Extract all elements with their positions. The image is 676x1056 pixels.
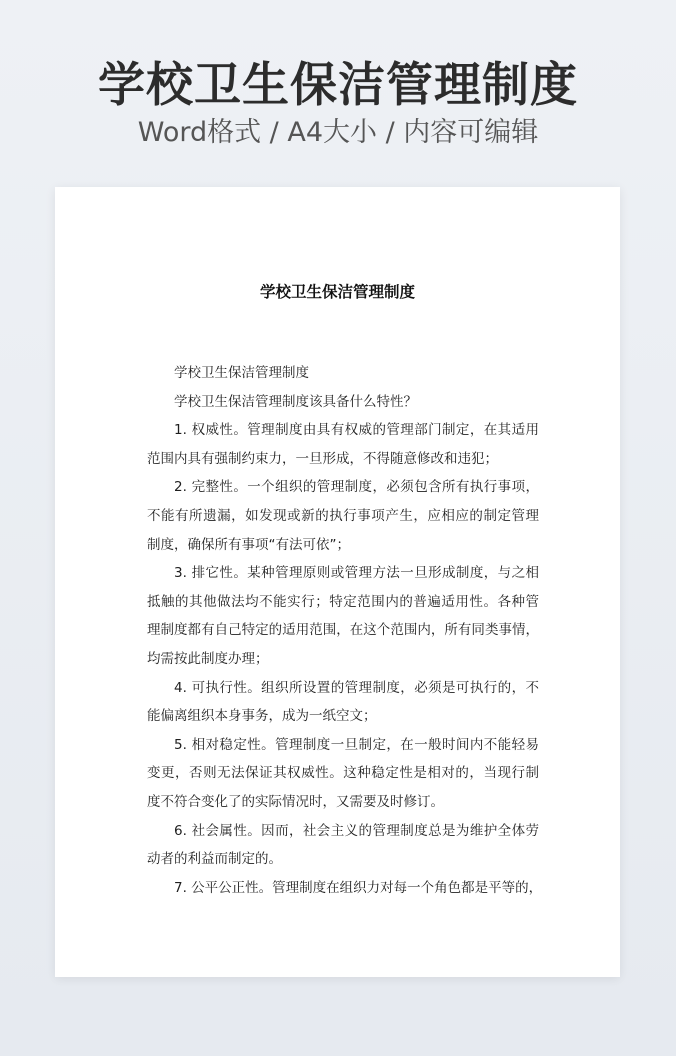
document-line: 4. 可执行性。组织所设置的管理制度，必须是可执行的，不 <box>174 679 539 696</box>
document-line: 度不符合变化了的实际情况时，又需要及时修订。 <box>147 793 444 810</box>
document-line: 范围内具有强制约束力，一旦形成，不得随意修改和违犯； <box>147 450 498 467</box>
document-line: 抵触的其他做法均不能实行；特定范围内的普遍适用性。各种管 <box>147 593 539 610</box>
document-page <box>55 187 620 977</box>
document-line: 6. 社会属性。因而，社会主义的管理制度总是为维护全体劳 <box>174 822 539 839</box>
document-body <box>147 359 543 902</box>
document-line: 制度，确保所有事项“有法可依”； <box>147 536 350 553</box>
document-line: 学校卫生保洁管理制度 <box>174 365 309 381</box>
document-line: 学校卫生保洁管理制度该具备什么特性？ <box>174 393 417 410</box>
document-line: 不能有所遗漏，如发现或新的执行事项产生，应相应的制定管理 <box>147 507 539 524</box>
document-line: 2. 完整性。一个组织的管理制度，必须包含所有执行事项， <box>174 479 539 496</box>
document-title: 学校卫生保洁管理制度 <box>259 283 415 301</box>
document-line: 3. 排它性。某种管理原则或管理方法一旦形成制度，与之相 <box>174 565 539 582</box>
document-line: 1. 权威性。管理制度由具有权威的管理部门制定，在其适用 <box>174 422 539 439</box>
banner-title: 学校卫生保洁管理制度 <box>98 58 578 113</box>
banner-subtitle: Word格式 / A4大小 / 内容可编辑 <box>137 117 539 149</box>
document-line: 变更，否则无法保证其权威性。这种稳定性是相对的，当现行制 <box>147 765 539 782</box>
document-line: 理制度都有自己特定的适用范围，在这个范围内，所有同类事情， <box>147 622 539 639</box>
document-line: 5. 相对稳定性。管理制度一旦制定，在一般时间内不能轻易 <box>174 736 539 753</box>
document-line: 7. 公平公正性。管理制度在组织力对每一个角色都是平等的， <box>174 879 543 896</box>
document-line: 动者的利益而制定的。 <box>147 851 282 868</box>
banner <box>0 58 676 150</box>
document-line: 能偏离组织本身事务，成为一纸空文； <box>147 708 377 725</box>
document-line: 均需按此制度办理； <box>147 650 269 667</box>
